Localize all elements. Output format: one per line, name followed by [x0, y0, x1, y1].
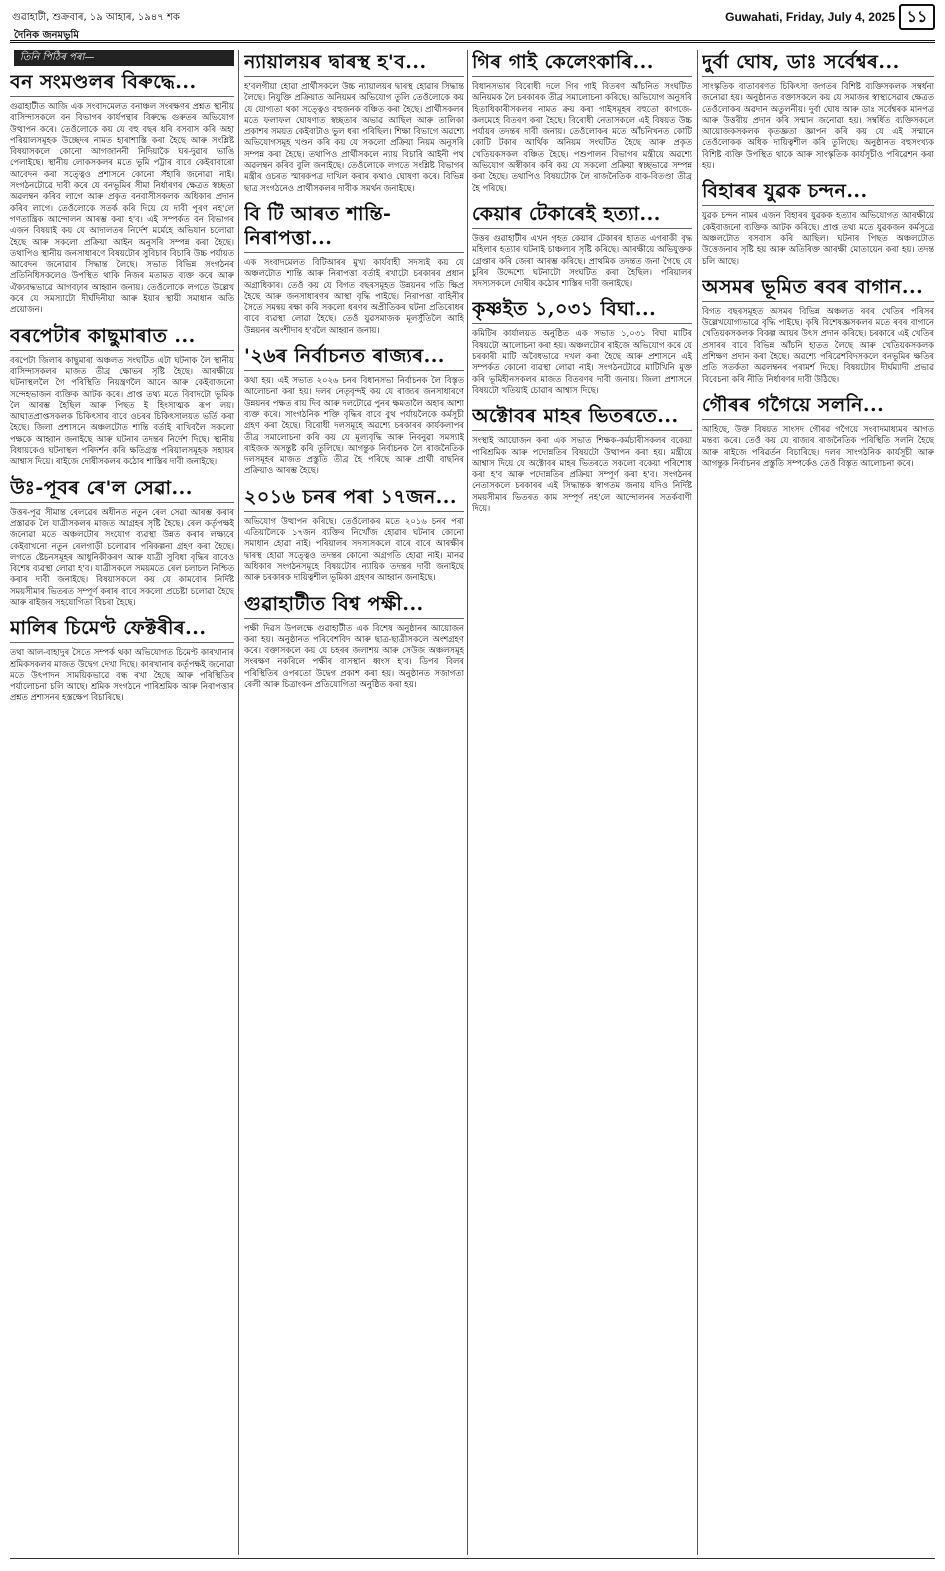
story	[10, 476, 234, 609]
story	[472, 202, 692, 289]
page-header	[0, 0, 945, 46]
story-body: বিগত বছৰসমূহত অসমৰ বিভিন্ন অঞ্চলত ৰবৰ খেতিৰ পৰিসৰ উল্লেখযোগ্যভাৱে বৃদ্ধি পাইছে। কৃষি বিশেষজ্ঞসকলৰ মতে ৰবৰ বাগানে খেতিয়কসকলক বিকল্প আয়ৰ উৎস প্ৰদান কৰিছে। চৰকাৰে এই খেতিৰ প্ৰসাৰৰ বাবে বিভিন্ন আঁচনি হাতত লৈছে আৰু খেতিয়কসকলক প্ৰশিক্ষণ প্ৰদান কৰা হৈছে। অৱশ্যে পৰিৱেশবিদসকলে বনভূমিৰ ক্ষতিৰ প্ৰতি সতৰ্কতা অৱলম্বনৰ পৰামৰ্শ দিছে। বিষয়টোৰ দীৰ্ঘম্যাদী প্ৰভাৱ বিবেচনা কৰি নীতি নিৰ্ধাৰণৰ দাবী উঠিছে।	[702, 305, 934, 384]
column-divider	[467, 50, 468, 1555]
story-body: সাংস্কৃতিক বাতাবৰণত চিকিৎসা জগতৰ বিশিষ্ট ব্যক্তিসকলক সম্বৰ্ধনা জনোৱা হয়। অনুষ্ঠানত বক্তাসকলে কয় যে সমাজৰ স্বাস্থ্যসেৱাৰ ক্ষেত্ৰত তেওঁলোকৰ অৱদান অতুলনীয়। দুৰ্বা ঘোষ আৰু ডাঃ সৰ্বেশ্বৰক মানপত্ৰ আৰু উত্তৰীয় প্ৰদান কৰি সন্মান জনোৱা হয়। সম্বৰ্ধিত ব্যক্তিসকলে আয়োজকসকলক কৃতজ্ঞতা জ্ঞাপন কৰি কয় যে এই সন্মানে তেওঁলোকক অধিক দায়িত্বশীল কৰি তুলিছে। অনুষ্ঠানত বহুসংখ্যক বিশিষ্ট ব্যক্তি উপস্থিত থাকে আৰু সাংস্কৃতিক কাৰ্যসূচীও পৰিৱেশন কৰা হয়।	[702, 81, 934, 171]
story-headline[interactable]: গৌৰৰ গগৈয়ে সলনি...	[702, 393, 934, 420]
story-headline[interactable]: অসমৰ ভূমিত ৰবৰ বাগান...	[702, 275, 934, 302]
story	[244, 344, 464, 477]
masthead-brand: দৈনিক জনমভূমি	[14, 30, 79, 41]
story	[10, 616, 234, 703]
story	[472, 297, 692, 396]
story-body: এক সংবাদমেলত বিটিআৰৰ মুখ্য কাৰ্যবাহী সদস্যই কয় যে অঞ্চলটোত শান্তি আৰু নিৰাপত্তা বৰ্তাই ৰখাটো চৰকাৰৰ প্ৰধান অগ্ৰাধিকাৰ। তেওঁ কয় যে বিগত বছৰসমূহত উন্নয়নৰ গতি ক্ষিপ্ৰ হৈছে আৰু জনসাধাৰণৰ আস্থা বৃদ্ধি পাইছে। নিৰাপত্তা বাহিনীৰ সৈতে সমন্বয় ৰক্ষা কৰি সকলো ধৰণৰ অপ্ৰীতিকৰ ঘটনা প্ৰতিৰোধৰ বাবে ব্যৱস্থা লোৱা হৈছে। তেওঁ যুৱসমাজক মূলসুঁতিলৈ আহি উন্নয়নৰ অংশীদাৰ হ'বলৈ আহ্বান জনায়।	[244, 256, 464, 335]
column-2	[244, 50, 464, 1535]
story-headline[interactable]: বিহাৰৰ যুৱক চন্দন...	[702, 179, 934, 206]
story-body: কমিটিৰ কাৰ্যালয়ত অনুষ্ঠিত এক সভাত ১,০৩১ বিঘা মাটিৰ বিষয়টো আলোচনা কৰা হয়। অঞ্চলটোৰ ৰাইজে অভিযোগ কৰে যে চৰকাৰী মাটি অবৈধভাৱে দখল কৰা হৈছে আৰু প্ৰশাসনে এই সম্পৰ্কত কোনো ব্যৱস্থা লোৱা নাই। সংগঠনটোৱে মাটিখিনি মুক্ত কৰি ভূমিহীনসকলৰ মাজত বিতৰণৰ দাবী জনায়। জিলা প্ৰশাসনে বিষয়টো খতিয়াই চোৱাৰ আশ্বাস দিছে।	[472, 328, 692, 395]
story-body: অভিযোগ উত্থাপন কৰিছে। তেওঁলোকৰ মতে ২০১৬ চনৰ পৰা এতিয়ালৈকে ১৭জন ব্যক্তিৰ নিখোঁজ হোৱাৰ ঘটনাৰ কোনো সমাধান হোৱা নাই। পৰিয়ালৰ সদস্যসকলে বাৰে বাৰে আৰক্ষীৰ দ্বাৰস্থ হোৱা সত্ত্বেও তদন্তৰ কোনো অগ্ৰগতি হোৱা নাই। মানৱ অধিকাৰ সংগঠনসমূহে বিষয়টোৰ ন্যায়িক তদন্তৰ দাবী জনাইছে আৰু চৰকাৰক দায়িত্বশীল ভূমিকা গ্ৰহণৰ আহ্বান জনাইছে।	[244, 515, 464, 583]
story	[472, 404, 692, 514]
story-headline[interactable]: বন সংমণ্ডলৰ বিৰুদ্ধে...	[10, 70, 234, 97]
story-body: সংস্থাই আয়োজন কৰা এক সভাত শিক্ষক-কৰ্মচাৰীসকলৰ বকেয়া পাৰিশ্ৰমিক আৰু পদোন্নতিৰ বিষয়টো উত্থাপন কৰা হয়। মন্ত্ৰীয়ে আশ্বাস দিয়ে যে অক্টোবৰ মাহৰ ভিতৰতে সকলো বকেয়া পৰিশোধ কৰা হ'ব আৰু পদোন্নতিৰ প্ৰক্ৰিয়া সম্পূৰ্ণ কৰা হ'ব। সংগঠনৰ নেতাসকলে চৰকাৰৰ এই সিদ্ধান্তক স্বাগতম জনায় যদিও নিৰ্দিষ্ট সময়সীমাৰ ভিতৰত কাম সম্পূৰ্ণ নহ'লে আন্দোলনৰ সতৰ্কবাণী দিয়ে।	[472, 435, 692, 514]
date-line-assamese: গুৱাহাটী, শুক্ৰবাৰ, ১৯ আহাৰ, ১৯৪৭ শক	[12, 12, 180, 23]
story-body: তথা আল-বাহাদুৰ সৈতে সম্পৰ্ক থকা অভিযোগত চিমেণ্ট কাৰখানাৰ শ্ৰমিকসকলৰ মাজত উদ্বেগ দেখা দিছে। কাৰখানাৰ কৰ্তৃপক্ষই জনোৱা মতে উৎপাদন সাময়িকভাৱে বন্ধ ৰখা হৈছে আৰু পৰিস্থিতিৰ পৰ্যালোচনা চলি আছে। শ্ৰমিক সংগঠনে পাৰিশ্ৰমিক আৰু নিৰাপত্তাৰ প্ৰশ্নত প্ৰশাসনৰ হস্তক্ষেপ বিচাৰিছে।	[10, 647, 234, 703]
story-headline[interactable]: '২৬ৰ নিৰ্বাচনত ৰাজ্যৰ...	[244, 344, 464, 371]
story-headline[interactable]: ২০১৬ চনৰ পৰা ১৭জন...	[244, 485, 464, 512]
story-headline[interactable]: ন্যায়ালয়ৰ দ্বাৰস্থ হ'ব...	[244, 50, 464, 77]
story-body: বিধানসভাৰ বিৰোধী দলে গিৰ গাই বিতৰণ আঁচনিত সংঘটিত অনিয়মক লৈ চৰকাৰক তীব্ৰ সমালোচনা কৰিছে। অভিযোগ অনুসৰি হিতাধিকাৰীসকলৰ নামত ক্ৰয় কৰা গাইসমূহৰ বহুতো কাগজে-কলমেহে বিতৰণ কৰা হৈছে। বিৰোধী নেতাসকলে এই বিষয়ত উচ্চ পৰ্যায়ৰ তদন্তৰ দাবী জনায়। তেওঁলোকৰ মতে আঁচনিখনত কোটি কোটি টকাৰ আৰ্থিক অনিয়ম সংঘটিত হৈছে আৰু প্ৰকৃত খেতিয়কসকল বঞ্চিত হৈছে। পশুপালন বিভাগৰ মন্ত্ৰীয়ে অৱশ্যে অভিযোগ অস্বীকাৰ কৰি কয় যে সকলো প্ৰক্ৰিয়া স্বচ্ছভাৱে সম্পন্ন কৰা হৈছে। তথাপিও বিষয়টোক লৈ ৰাজনৈতিক বাক-বিতণ্ডা তীব্ৰ হৈ পৰিছে।	[472, 81, 692, 193]
story-body: কথা হয়। এই সভাত ২০২৬ চনৰ বিধানসভা নিৰ্বাচনক লৈ বিস্তৃত আলোচনা কৰা হয়। দলৰ নেতৃবৃন্দই কয় যে ৰাজ্যৰ জনসাধাৰণে উন্নয়নৰ পক্ষত ৰায় দিব আৰু দলটোৱে পুনৰ ক্ষমতালৈ অহাৰ আশা ব্যক্ত কৰে। সাংগঠনিক শক্তি বৃদ্ধিৰ বাবে বুথ পৰ্যায়লৈকে কৰ্মসূচী গ্ৰহণ কৰা হৈছে। বিৰোধী দলসমূহে অৱশ্যে চৰকাৰৰ কাৰ্যকলাপৰ তীব্ৰ সমালোচনা কৰি কয় যে মূল্যবৃদ্ধি আৰু নিবনুৱা সমস্যাই ৰাইজক অসন্তুষ্ট কৰি তুলিছে। আগন্তুক নিৰ্বাচনক লৈ ৰাজনৈতিক দলসমূহৰ মাজত প্ৰস্তুতি তীব্ৰ হৈ পৰিছে আৰু প্ৰাৰ্থী বাছনিৰ প্ৰক্ৰিয়াও আৰম্ভ হৈছে।	[244, 375, 464, 476]
story	[244, 50, 464, 194]
story	[702, 179, 934, 266]
story-body: গুৱাহাটীত আজি এক সংবাদমেলত বনাঞ্চল সংৰক্ষণৰ প্ৰশ্নত স্থানীয় বাসিন্দাসকলে বন বিভাগৰ কাৰ্যপন্থাৰ বিৰুদ্ধে গুৰুতৰ অভিযোগ উত্থাপন কৰে। তেওঁলোকে কয় যে বহু বছৰ ধৰি বসবাস কৰি অহা পৰিয়ালসমূহক উচ্ছেদৰ নামত হাৰাশাস্তি কৰা হৈছে আৰু সংশ্লিষ্ট বিষয়াসকলে কোনো আগজাননী নিদিয়াকৈ ঘৰ-দুৱাৰ ভাঙি পেলাইছে। স্থানীয় লোকসকলৰ মতে ভূমি পট্টাৰ বাবে কেইবাবাৰো আবেদন কৰা সত্ত্বেও প্ৰশাসনে কোনো সঁহাৰি জনোৱা নাই। সংগঠনটোৱে দাবী কৰে যে বনভূমিৰ সীমা নিৰ্ধাৰণৰ ক্ষেত্ৰত স্বচ্ছতা অৱলম্বন কৰিব লাগে আৰু প্ৰকৃত বনবাসীসকলক অধিকাৰ প্ৰদান কৰিব লাগে। তেওঁলোকে সতৰ্ক কৰি দিয়ে যে দাবী পূৰণ নহ'লে গণতান্ত্ৰিক আন্দোলন আৰম্ভ কৰা হ'ব। এই সম্পৰ্কত বন বিভাগৰ এজন বিষয়াই কয় যে আদালতৰ নিৰ্দেশ মৰ্মেহে অভিযান চলোৱা হৈছে আৰু সকলো প্ৰক্ৰিয়া আইন অনুসৰি সম্পন্ন কৰা হৈছে। তথাপিও স্থানীয় জনসাধাৰণে বিষয়টোৰ সুবিচাৰ বিচাৰি উচ্চ পৰ্যায়ত আবেদন জনোৱাৰ সিদ্ধান্ত লৈছে। সভাত বিভিন্ন সংগঠনৰ প্ৰতিনিধিসকলেও উপস্থিত থাকি নিজৰ মতামত ব্যক্ত কৰে আৰু ঐক্যবদ্ধভাৱে আগবঢ়াৰ আহ্বান জনায়। তেওঁলোকে লগতে উল্লেখ কৰে যে সমস্যাটো দীৰ্ঘদিনীয়া আৰু ইয়াৰ স্থায়ী সমাধান অতি প্ৰয়োজন।	[10, 101, 234, 315]
story	[244, 202, 464, 336]
story	[244, 485, 464, 584]
column-3	[472, 50, 692, 1535]
story-body: পক্ষী দিৱস উপলক্ষে গুৱাহাটীত এক বিশেষ অনুষ্ঠানৰ আয়োজন কৰা হয়। অনুষ্ঠানত পৰিবেশবিদ আৰু ছাত্ৰ-ছাত্ৰীসকলে অংশগ্ৰহণ কৰে। বক্তাসকলে কয় যে চহৰৰ জলাশয় আৰু সেউজ অঞ্চলসমূহ সংৰক্ষণ নকৰিলে পক্ষীৰ বাসস্থান ধ্বংস হ'ব। ডিপৰ বিলৰ পৰিস্থিতিৰ ওপৰতো উদ্বেগ প্ৰকাশ কৰা হয়। অনুষ্ঠানত সজাগতা ৰেলী আৰু চিত্ৰাংকন প্ৰতিযোগিতা অনুষ্ঠিত কৰা হয়।	[244, 622, 464, 689]
story-headline[interactable]: দুৰ্বা ঘোষ, ডাঃ সৰ্বেশ্বৰ...	[702, 50, 934, 77]
story-body: উত্তৰ-পূৱ সীমান্ত ৰেলৱেৰ অধীনত নতুন ৰেল সেৱা আৰম্ভ কৰাৰ প্ৰস্তাৱক লৈ যাত্ৰীসকলৰ মাজত আগ্ৰহৰ সৃষ্টি হৈছে। ৰেল কৰ্তৃপক্ষই জনোৱা মতে অঞ্চলটোৰ সংযোগ ব্যৱস্থা উন্নত কৰাৰ লক্ষ্যৰে কেইবাখনো নতুন ৰেলগাড়ী চলোৱাৰ পৰিকল্পনা গ্ৰহণ কৰা হৈছে। লগতে ষ্টেচনসমূহৰ আধুনিকীকৰণ আৰু যাত্ৰী সুবিধা বৃদ্ধিৰ বাবেও বিশেষ ব্যৱস্থা লোৱা হ'ব। যাত্ৰীসকলে সময়মতে ৰেল চলাচল নিশ্চিত কৰাৰ দাবী জনাইছে। বিষয়াসকলে কয় যে কামবোৰ নিৰ্দিষ্ট সময়সীমাৰ ভিতৰত সম্পূৰ্ণ কৰাৰ বাবে সকলো প্ৰচেষ্টা চলোৱা হৈছে আৰু ৰাইজৰ সহযোগিতা বিচৰা হৈছে।	[10, 506, 234, 607]
story-headline[interactable]: বি টি আৰত শান্তি-নিৰাপত্তা...	[244, 202, 464, 253]
story-headline[interactable]: গিৰ গাই কেলেংকাৰি...	[472, 50, 692, 77]
story	[10, 70, 234, 316]
story-headline[interactable]: কেয়াৰ টেকাৰেই হত্যা...	[472, 202, 692, 229]
story-body: বৰপেটা জিলাৰ কাছুমাৰা অঞ্চলত সংঘটিত এটা ঘটনাক লৈ স্থানীয় বাসিন্দাসকলৰ মাজত তীব্ৰ ক্ষোভৰ সৃষ্টি হৈছে। আৰক্ষীয়ে ঘটনাস্থললৈ গৈ পৰিস্থিতি নিয়ন্ত্ৰণলৈ আনে আৰু কেইবাজনো সন্দেহভাজন ব্যক্তিক আটক কৰে। প্ৰাপ্ত তথ্য মতে বিবাদটো ভূমিক লৈ আৰম্ভ হৈছিল আৰু পিছত ই হিংসাত্মক ৰূপ লয়। আঘাতপ্ৰাপ্তসকলক চিকিৎসাৰ বাবে ওচৰৰ চিকিৎসালয়ত ভৰ্তি কৰা হৈছে। জিলা প্ৰশাসনে অঞ্চলটোত শান্তি বৰ্তাই ৰাখিবলৈ সকলো পক্ষকে আহ্বান জনাইছে আৰু ঘটনাৰ তদন্তৰ নিৰ্দেশ দিছে। স্থানীয় বিধায়কেও ঘটনাস্থল পৰিদৰ্শন কৰি ক্ষতিগ্ৰস্ত পৰিয়ালসমূহক সহায়ৰ আশ্বাস দিয়ে। ৰাইজে দোষীসকলৰ কঠোৰ শাস্তিৰ দাবী জনাইছে।	[10, 354, 234, 467]
column-divider	[238, 50, 239, 1555]
story	[10, 324, 234, 468]
story	[702, 50, 934, 171]
story	[244, 592, 464, 691]
story	[702, 393, 934, 469]
story-body: হ'বলগীয়া হোৱা প্ৰাৰ্থীসকলে উচ্চ ন্যায়ালয়ৰ দ্বাৰস্থ হোৱাৰ সিদ্ধান্ত লৈছে। নিযুক্তি প্ৰক্ৰিয়াত অনিয়মৰ অভিযোগ তুলি তেওঁলোকে কয় যে যোগ্যতা থকা সত্ত্বেও বহুজনক বঞ্চিত কৰা হৈছে। প্ৰাৰ্থীসকলৰ মতে ফলাফল ঘোষণাত স্বচ্ছতাৰ অভাৱ আছিল আৰু তালিকা প্ৰকাশৰ সময়ত কেইবাটাও ভুল ধৰা পৰিছিল। শিক্ষা বিভাগে অৱশ্যে অভিযোগসমূহ খণ্ডন কৰি কয় যে সকলো প্ৰক্ৰিয়া নিয়ম অনুসৰি সম্পন্ন কৰা হৈছে। তথাপিও প্ৰাৰ্থীসকলে ন্যায় বিচাৰি আইনী পথ অৱলম্বন কৰিব বুলি জনাইছে। তেওঁলোকে লগতে সংশ্লিষ্ট বিভাগৰ মন্ত্ৰীৰ ওচৰত স্মাৰকপত্ৰ দাখিল কৰাৰ কথাও ঘোষণা কৰে। বিভিন্ন ছাত্ৰ সংগঠনেও প্ৰাৰ্থীসকলৰ দাবীক সমৰ্থন জনাইছে।	[244, 81, 464, 193]
story-headline[interactable]: উঃ-পূবৰ ৰে'ল সেৱা...	[10, 476, 234, 503]
story-headline[interactable]: গুৱাহাটীত বিশ্ব পক্ষী...	[244, 592, 464, 619]
page-number: ১১	[899, 4, 935, 30]
story-body: যুৱক চন্দন নামৰ এজন বিহাৰৰ যুৱকক হত্যাৰ অভিযোগত আৰক্ষীয়ে কেইবাজনো ব্যক্তিক আটক কৰিছে। প্ৰাপ্ত তথ্য মতে যুৱকজন কৰ্মসূত্ৰে অঞ্চলটোত বসবাস কৰি আছিল। ঘটনাৰ পিছত অঞ্চলটোত উত্তেজনাৰ সৃষ্টি হয় আৰু অতিৰিক্ত আৰক্ষী মোতায়েন কৰা হয়। তদন্ত চলি আছে।	[702, 210, 934, 266]
column-divider	[697, 50, 698, 1555]
header-rule	[10, 40, 935, 43]
column-4	[702, 50, 934, 1535]
story-body: আহিছে, উক্ত বিষয়ত সাংসদ গৌৰৱ গগৈয়ে সংবাদমাধ্যমৰ আগত মন্তব্য কৰে। তেওঁ কয় যে ৰাজ্যৰ ৰাজনৈতিক পৰিস্থিতি সলনি হৈছে আৰু ৰাইজে পৰিৱৰ্তন বিচাৰিছে। দলৰ সাংগঠনিক কাৰ্যসূচী আৰু আগন্তুক নিৰ্বাচনৰ প্ৰস্তুতি সম্পৰ্কেও তেওঁ বিস্তৃত আলোচনা কৰে।	[702, 423, 934, 468]
story	[472, 50, 692, 194]
footer-rule	[10, 1558, 935, 1559]
story-headline[interactable]: অক্টোবৰ মাহৰ ভিতৰতে...	[472, 404, 692, 431]
continued-kicker: তিনি পিঠিৰ পৰা—	[14, 50, 234, 66]
story-headline[interactable]: কৃষ্ণইত ১,০৩১ বিঘা...	[472, 297, 692, 324]
story-body: উত্তৰ গুৱাহাটীৰ এখন গৃহত কেয়াৰ টেকাৰৰ হাতত এগৰাকী বৃদ্ধ মহিলাৰ হত্যাৰ ঘটনাই চাঞ্চল্যৰ সৃষ্টি কৰিছে। আৰক্ষীয়ে অভিযুক্তক গ্ৰেপ্তাৰ কৰি জেৰা আৰম্ভ কৰিছে। প্ৰাথমিক তদন্তত জনা গৈছে যে চুৰিৰ উদ্দেশ্যে ঘটনাটো সংঘটিত কৰা হৈছিল। পৰিয়ালৰ সদস্যসকলে দোষীৰ কঠোৰ শাস্তিৰ দাবী জনাইছে।	[472, 232, 692, 289]
story-headline[interactable]: বৰপেটাৰ কাছুমাৰাত ...	[10, 324, 234, 351]
story-headline[interactable]: মালিৰ চিমেণ্ট ফেক্টৰীৰ...	[10, 616, 234, 643]
story	[702, 275, 934, 385]
date-line-english: Guwahati, Friday, July 4, 2025	[725, 10, 895, 24]
column-1	[10, 70, 234, 1555]
